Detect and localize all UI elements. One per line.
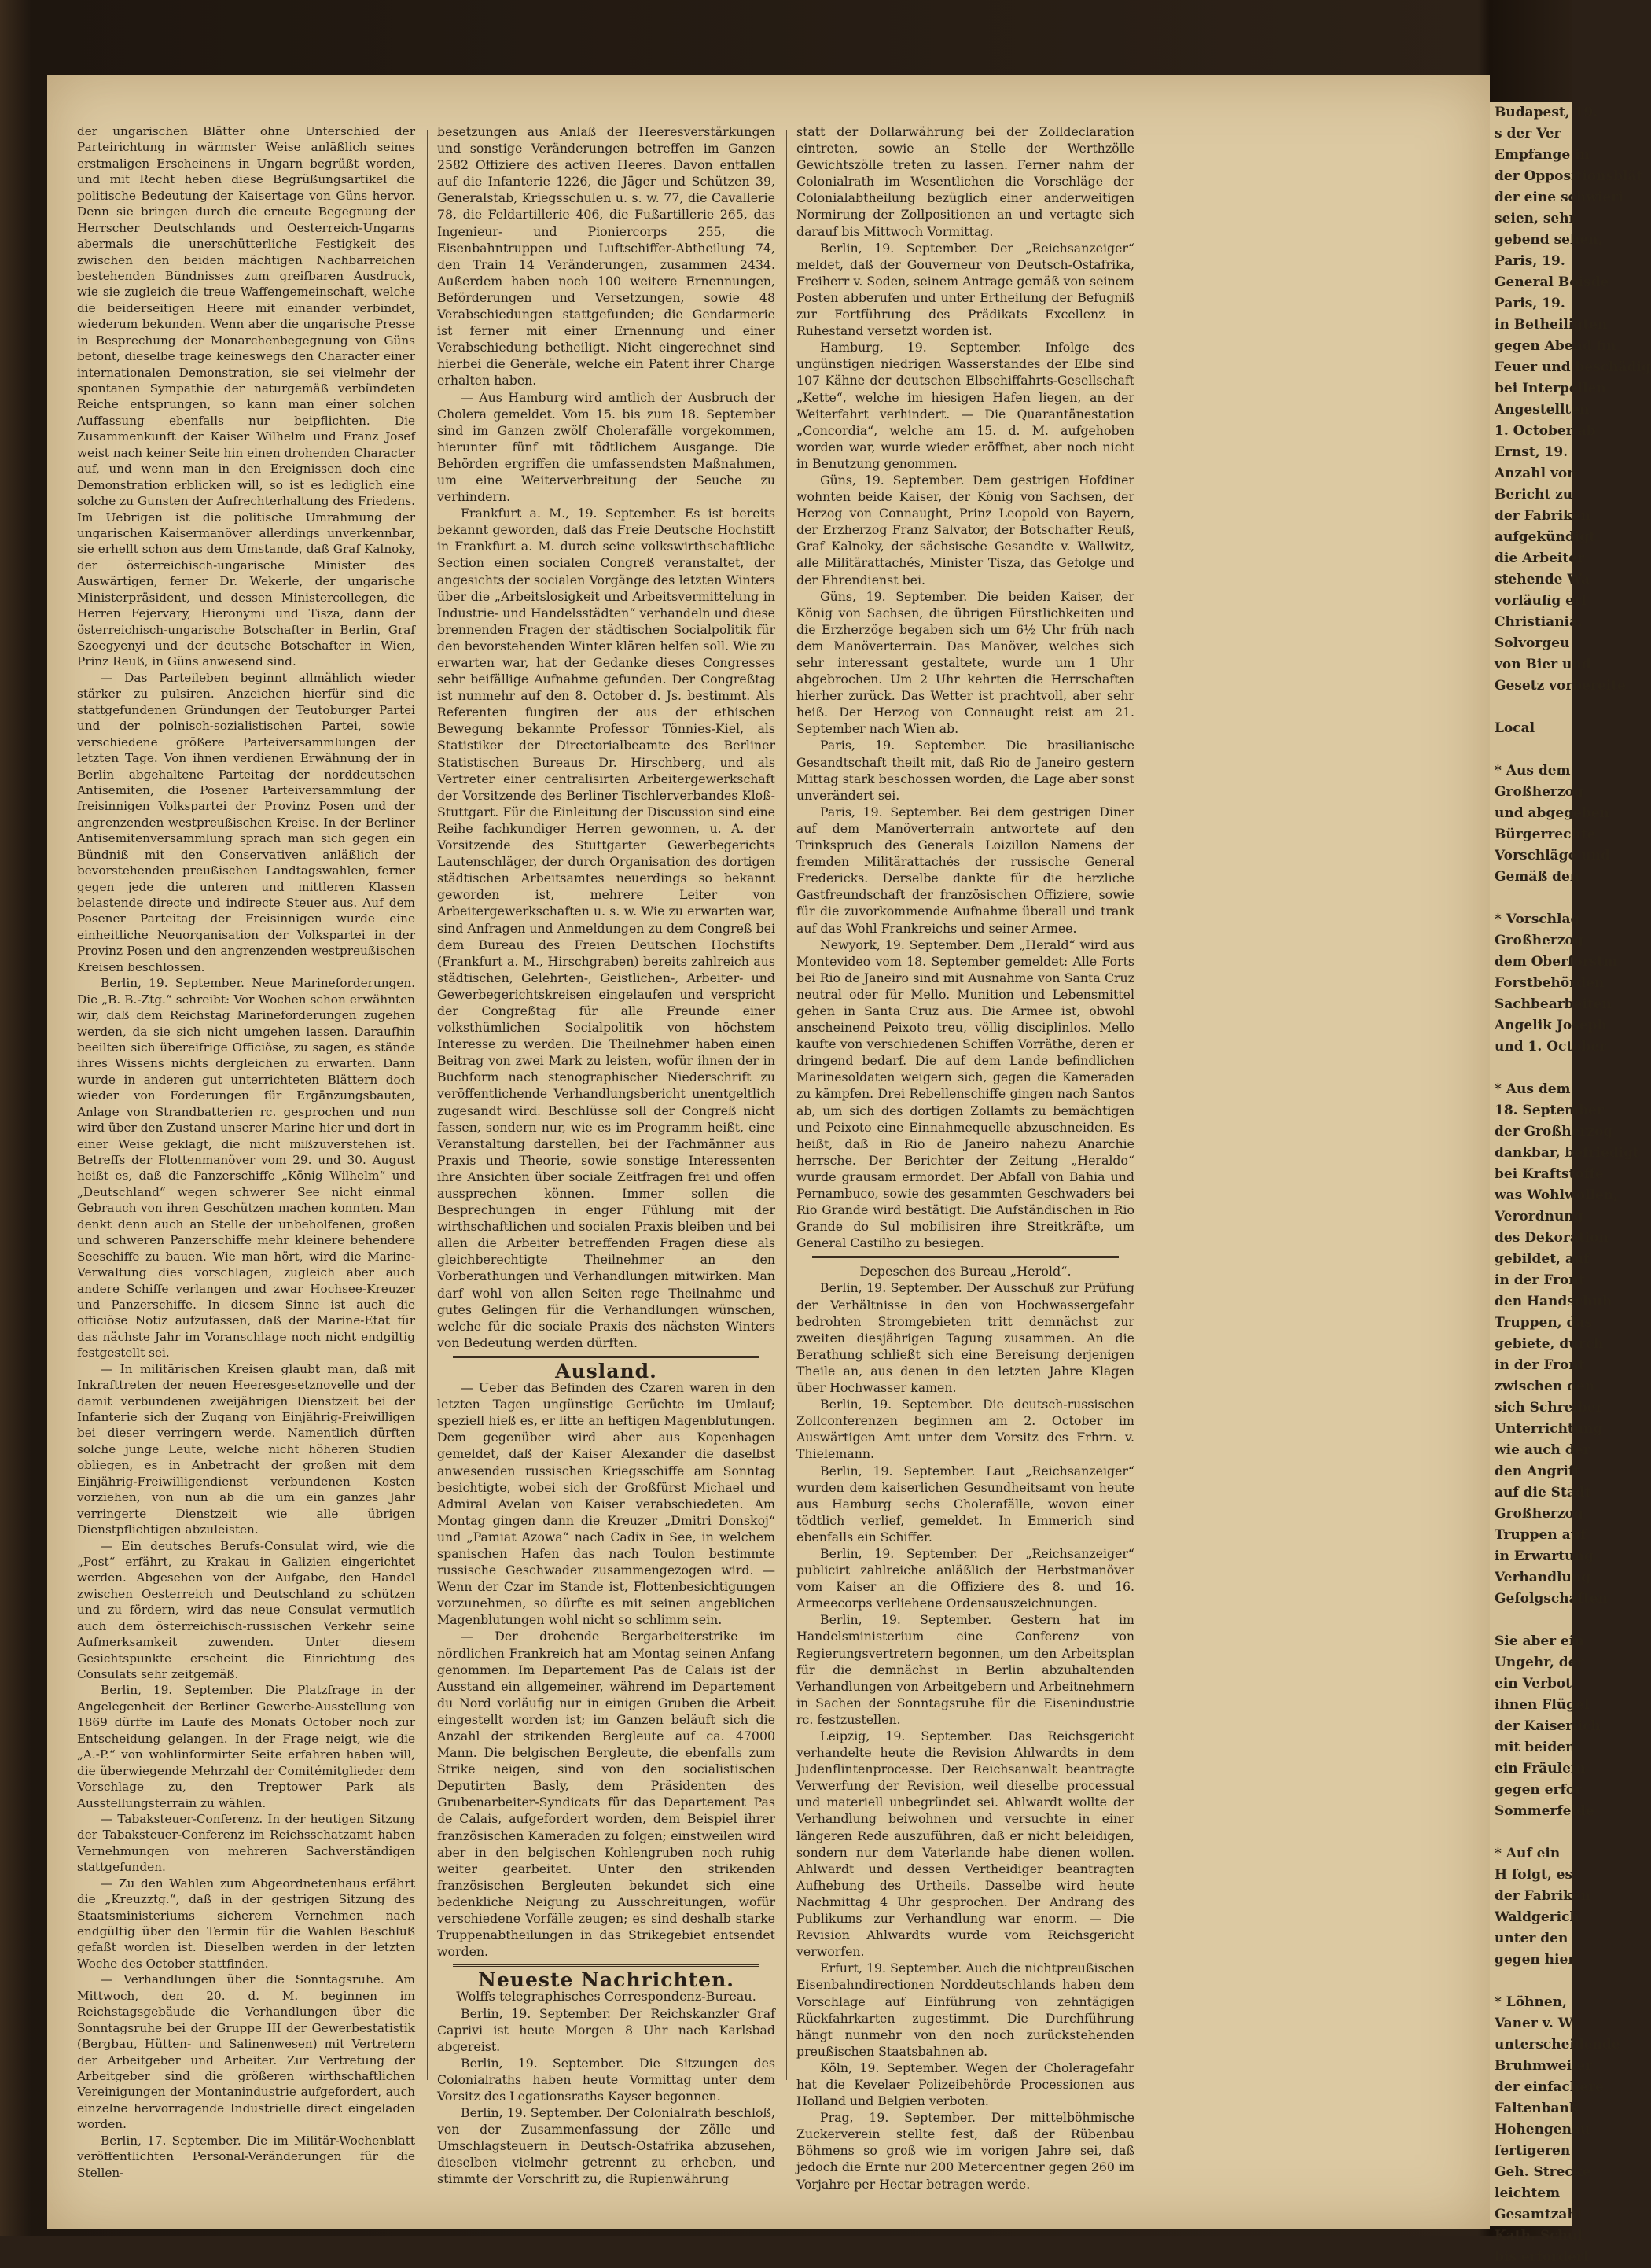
edge-line: Christiania, bbox=[1495, 614, 1583, 630]
edge-line: leichtem bbox=[1495, 2185, 1561, 2201]
edge-line: * Aus dem bbox=[1495, 1081, 1571, 1097]
edge-line: der Oppositionsblät bbox=[1495, 168, 1643, 184]
paragraph: — Tabaksteuer-Conferenz. In der heutigen Sitzung der Tabaksteuer-Conferenz im Reichsschatzamt haben Vernehmungen von mehreren Sachverständigen stattgefunden. bbox=[77, 1811, 415, 1875]
paragraph: — Ueber das Befinden des Czaren waren in den letzten Tagen ungünstige Gerüchte im Umlauf; speziell hieß es, er litte an heftigen Magenblutungen. Dem gegenüber wird aber aus Kopenhagen gemeldet, daß der Kaiser Alexander die daselbst anwesenden russischen Kriegsschiffe am Sonntag besichtigte, wobei sich der Großfürst Michael und Admiral Avelan von Kaiser verabschiedeten. Am Montag gingen dann die Kreuzer „Dmitri Donskoj“ und „Pamiat Azowa“ nach Cadix in See, in welchem spanischen Hafen das nach Toulon bestimmte russische Geschwader zusammengezogen wird. — Wenn der Czar im Stande ist, Flottenbesichtigungen vorzunehmen, so dürfte es mit seinen angeblichen Magenblutungen wohl nicht so schlimm sein. bbox=[437, 1380, 775, 1628]
edge-line: Großherzog bbox=[1495, 784, 1583, 800]
edge-line: sich Schreiber bbox=[1495, 1400, 1603, 1416]
edge-line bbox=[1495, 1822, 1572, 1843]
edge-line: dem Oberforstm bbox=[1495, 954, 1618, 970]
paragraph: — Zu den Wahlen zum Abgeordnetenhaus erfährt die „Kreuzztg.“, daß in der gestrigen Sitzung des Staatsministeriums sicherem Vernehmen nach endgültig über den Termin für die Wahlen Beschluß gefaßt worden ist. Dieselben werden in der letzten Woche des October stattfinden. bbox=[77, 1876, 415, 1971]
paragraph: der ungarischen Blätter ohne Unterschied der Parteirichtung in wärmster Weise anläßlich seines erstmaligen Erscheinens in Ungarn begrüßt worden, und mit Recht heben diese Begrüßungsartikel die politische Bedeutung der Kaisertage von Güns hervor. Denn sie bringen durch die erneute Begegnung der Herrscher Deutschlands und Oesterreich-Ungarns abermals die unerschütterliche Festigkeit des zwischen den beiden mächtigen Nachbarreichen bestehenden Bündnisses zum greifbaren Ausdruck, wie sie zugleich die treue Waffengemeinschaft, welche die beiderseitigen Heere mit einander verbindet, wiederum bekunden. Wenn aber die ungarische Presse in Besprechung der Monarchenbegegnung von Güns betont, dieselbe trage keineswegs den Character einer internationalen Demonstration, sie sei vielmehr der spontanen Sympathie der naturgemäß verbündeten Reiche entsprungen, so kann man einer solchen Auffassung ebenfalls nur beipflichten. Die Zusammenkunft der Kaiser Wilhelm und Franz Josef weist nach keiner Seite hin einen drohenden Character auf, und wenn man in den Ereignissen doch eine Demonstration erblicken will, so ist es lediglich eine solche zu Gunsten der Aufrechterhaltung des Friedens. Im Uebrigen ist die politische Umrahmung der ungarischen Kaisermanöver allerdings unverkennbar, sie erhellt schon aus dem Umstande, daß Graf Kalnoky, der österreichisch-ungarische Minister des Auswärtigen, ferner Dr. Wekerle, der ungarische Ministerpräsident, und dessen Ministercollegen, die Herren Fejervary, Hieronymi und Tisza, dann der österreichisch-ungarische Botschafter in Berlin, Graf Szoegyenyi und der deutsche Botschafter in Wien, Prinz Reuß, in Güns anwesend sind. bbox=[77, 124, 415, 669]
edge-line: Angelik Joseph bbox=[1495, 1018, 1607, 1033]
paragraph: Berlin, 19. September. Der Ausschuß zur Prüfung der Verhältnisse in den von Hochwassergefahr bedrohten Stromgebieten tritt demnächst zur zweiten diesjährigen Tagung zusammen. An die Berathung schließt sich eine Bereisung derjenigen Theile an, aus denen in den letzten Jahre Klagen über Hochwasser kamen. bbox=[796, 1280, 1134, 1396]
paragraph: Berlin, 19. September. Neue Marineforderungen. Die „B. B.-Ztg.“ schreibt: Vor Wochen schon erwähnten wir, daß dem Reichstag Marineforderungen zugehen werden, da sie sich nicht umgehen lassen. Daraufhin beeilten sich übereifrige Officiöse, zu sagen, es stände ihres Wissens nichts dergleichen zu erwarten. Dann wurde in anderen gut unterrichteten Blättern doch wieder von Forderungen für Ergänzungsbauten, Anlage von Strandbatterien rc. gesprochen und nun wird über den Zustand unserer Marine hier und dort in einer Weise geklagt, die nicht mißzuverstehen ist. Betreffs der Flottenmanöver vom 29. und 30. August heißt es, daß die Panzerschiffe „König Wilhelm“ und „Deutschland“ wegen schwerer See nicht einmal Gebrauch von ihren Geschützen machen konnten. Man denkt denn auch an Stelle der unbeholfenen, großen und schweren Panzerschiffe mehr kleinere behendere Seeschiffe zu bauen. Wie man hört, wird die Marine-Verwaltung dies vorschlagen, zugleich aber auch andere Schiffe verlangen und zwar Hochsee-Kreuzer und Panzerschiffe. In diesem Sinne ist auch die officiöse Notiz aufzufassen, daß der Marine-Etat für das nächste Jahr im Voranschlage noch nicht endgiltig festgestellt sei. bbox=[77, 976, 415, 1360]
paragraph: Berlin, 19. September. Der Colonialrath beschloß, von der Zusammenfassung der Zölle und Umschlagsteuern in Deutsch-Ostafrika abzusehen, dieselben vielmehr getrennt zu erheben, und stimmte der Vorschrift zu, die Rupienwährung bbox=[437, 2105, 775, 2187]
paragraph: Güns, 19. September. Die beiden Kaiser, der König von Sachsen, die übrigen Fürstlichkeiten und die Erzherzöge begaben sich um 6½ Uhr früh nach dem Manöverterrain. Das Manöver, welches sich sehr interessant gestaltete, wurde um 1 Uhr abgebrochen. Um 2 Uhr kehrten die Herrschaften hierher zurück. Das Wetter ist prachtvoll, aber sehr heiß. Der Herzog von Connaught reist am 21. September nach Wien ab. bbox=[796, 588, 1134, 737]
edge-line: in der Front bbox=[1495, 1272, 1585, 1288]
edge-line: * Löhnen, bbox=[1495, 1994, 1567, 2010]
paragraph: Berlin, 19. September. Die Sitzungen des Colonialraths haben heute Vormittag unter dem Vorsitz des Legationsraths Kayser begonnen. bbox=[437, 2055, 775, 2104]
paragraph: Köln, 19. September. Wegen der Choleragefahr hat die Kevelaer Polizeibehörde Processionen aus Holland und Belgien verboten. bbox=[796, 2060, 1134, 2109]
edge-line: wie auch der bbox=[1495, 1442, 1590, 1458]
section-divider bbox=[453, 1356, 759, 1358]
edge-line: Verordnung bbox=[1495, 1209, 1583, 1224]
next-page-edge bbox=[1490, 102, 1651, 2265]
column-left bbox=[77, 123, 415, 2181]
edge-line: Paris, 19. bbox=[1495, 253, 1565, 269]
paragraph: Newyork, 19. September. Dem „Herald“ wird aus Montevideo vom 18. September gemeldet: Alle Forts bei Rio de Janeiro sind mit Ausnahme von Santa Cruz neutral oder für Mello. Munition und Lebensmittel gehen in Santa Cruz aus. Die Armee ist, obwohl anscheinend Peixoto treu, völlig disciplinlos. Mello kaufte von verschiedenen Schiffen Vorräthe, deren er dringend bedarf. Die auf dem Lande befindlichen Marinesoldaten weigern sich, gegen die Kameraden zu kämpfen. Drei Rebellenschiffe gingen nach Santos ab, um sich des dortigen Zollamts zu bemächtigen und Peixoto eine Einnahmequelle abzuschneiden. Es heißt, daß in Rio de Janeiro nahezu Anarchie herrsche. Der Berichter der Zeitung „Heraldo“ wurde grausam ermordet. Der Abfall von Bahia und Pernambuco, sowie des gesammten Geschwaders bei Rio Grande wird bestätigt. Die Aufständischen in Rio Grande do Sul mobilisiren ihre Streitkräfte, um General Castilho zu besiegen. bbox=[796, 937, 1134, 1251]
edge-line: dankbar, befriedigt bbox=[1495, 1145, 1639, 1161]
edge-line: der Großherzog bbox=[1495, 1124, 1613, 1140]
newspaper-page bbox=[47, 75, 1490, 2229]
edge-line: * Auf ein bbox=[1495, 1846, 1561, 1861]
paragraph: — Das Parteileben beginnt allmählich wieder stärker zu pulsiren. Anzeichen hierfür sind die stattgefundenen Gründungen der Teutoburger Partei und der polnisch-sozialistischen Partei, sowie verschiedene größere Parteiversammlungen der letzten Tage. Von ihnen verdienen Erwähnung der in Berlin abgehaltene Parteitag der norddeutschen Antisemiten, die Posener Parteiversammlung der freisinnigen Volkspartei der Provinz Posen und der angrenzenden westpreußischen Kreise. In der Berliner Antisemitenversammlung sprach man sich gegen ein Bündniß mit den Conservativen anläßlich der bevorstehenden preußischen Landtagswahlen, ferner gegen jede die unteren und mittleren Klassen belastende directe und indirecte Steuer aus. Auf dem Posener Parteitag der Freisinnigen wurde eine einheitliche Neuorganisation der Volkspartei in der Provinz Posen und den angrenzenden westpreußischen Kreisen beschlossen. bbox=[77, 670, 415, 974]
paragraph: — Der drohende Bergarbeiterstrike im nördlichen Frankreich hat am Montag seinen Anfang genommen. Im Departement Pas de Calais ist der Ausstand ein allgemeiner, während im Departement du Nord vorläufig nur in einigen Gruben die Arbeit eingestellt worden ist; im Ganzen beläuft sich die Anzahl der strikenden Bergleute auf ca. 47000 Mann. Die belgischen Bergleute, die ebenfalls zum Strike neigen, sind von den socialistischen Deputirten Basly, dem Präsidenten des Grubenarbeiter-Syndicats für das Departement Pas de Calais, aufgefordert worden, dem Beispiel ihrer französischen Kameraden zu folgen; einstweilen wird aber in den belgischen Kohlengruben noch ruhig weiter gearbeitet. Unter den strikenden französischen Bergleuten bekundet sich eine bedenkliche Neigung zu Ausschreitungen, wofür verschiedene Vorfälle zeugen; es sind deshalb starke Truppenabtheilungen in das Strikegebiet entsendet worden. bbox=[437, 1629, 775, 1960]
edge-line: Solvorgeu bbox=[1495, 635, 1570, 651]
paragraph: Berlin, 19. September. Der Reichskanzler Graf Caprivi ist heute Morgen 8 Uhr nach Karlsbad abgereist. bbox=[437, 2005, 775, 2054]
edge-line: ein Fräulein bbox=[1495, 1761, 1586, 1776]
edge-line: Paris, 19. bbox=[1495, 296, 1565, 311]
paragraph: besetzungen aus Anlaß der Heeresverstärkungen und sonstige Veränderungen betreffen im Ganzen 2582 Offiziere des activen Heeres. Davon entfallen auf die Infanterie 1226, die Jäger und Schützen 39, Generalstab, Kriegsschulen u. s. w. 77, die Cavallerie 78, die Feldartillerie 406, die Fußartillerie 265, das Ingenieur- und Pioniercorps 255, die Eisenbahntruppen und Luftschiffer-Abtheilung 74, den Train 14 Veränderungen, zusammen 2434. Außerdem haben noch 100 weitere Ernennungen, Beförderungen und Versetzungen, sowie 48 Verabschiedungen stattgefunden; die Gendarmerie ist ferner mit einer Ernennung und einer Verabschiedung betheiligt. Nicht eingerechnet sind hierbei die Generäle, welche ein Patent ihrer Charge erhalten haben. bbox=[437, 124, 775, 388]
edge-line: der eine schwieri bbox=[1495, 190, 1623, 205]
edge-line: gebildet, auf bbox=[1495, 1251, 1590, 1267]
edge-line: in Erwartung bbox=[1495, 1548, 1594, 1564]
edge-line: Kath. Schul bbox=[1495, 2228, 1583, 2244]
edge-line: Großherzog bbox=[1495, 933, 1583, 948]
edge-line: Truppen auf bbox=[1495, 1527, 1587, 1543]
edge-line: was Wohlwollen, bbox=[1495, 1187, 1618, 1203]
paragraph: statt der Dollarwährung bei der Zolldeclaration eintreten, sowie an Stelle der Werthzölle Gewichtszölle treten zu lassen. Ferner nahm der Colonialrath im Wesentlichen die Vorschläge der Colonialabtheilung bezüglich einer anderweitigen Normirung der Zollpositionen an und vertagte sich darauf bis Mittwoch Vormittag. bbox=[796, 124, 1134, 239]
edge-line: Bürgerrechte bbox=[1495, 827, 1596, 842]
edge-line bbox=[1495, 697, 1572, 718]
edge-line: bei Interpellen bbox=[1495, 381, 1606, 396]
section-subheading: Wolffs telegraphisches Correspondenz-Bureau. bbox=[456, 1989, 756, 2005]
paragraph: Paris, 19. September. Die brasilianische Gesandtschaft theilt mit, daß Rio de Janeiro gestern Mittag stark beschossen worden, die Lage aber sonst unverändert sei. bbox=[796, 738, 1134, 803]
edge-line: seien, sehr bbox=[1495, 211, 1576, 226]
edge-line: fertigeren bbox=[1495, 2143, 1571, 2159]
section-divider bbox=[812, 1256, 1119, 1258]
paragraph: Prag, 19. September. Der mittelböhmische Zuckerverein stellte fest, daß der Rübenbau Böhmens so groß wie im vorigen Jahre sei, daß jedoch die Ernte nur 200 Metercentner gegen 260 im Vorjahre per Hectar betragen werde. bbox=[796, 2110, 1134, 2192]
edge-line: Bruhmweiler bbox=[1495, 2058, 1593, 2074]
edge-line: Sie aber ein bbox=[1495, 1633, 1584, 1649]
paragraph: Berlin, 19. September. Die deutsch-russischen Zollconferenzen beginnen am 2. October im Auswärtigen Amt unter dem Vorsitz des Frhrn. v. Thielemann. bbox=[796, 1397, 1134, 1462]
paragraph: Güns, 19. September. Dem gestrigen Hofdiner wohnten beide Kaiser, der König von Sachsen, der Herzog von Connaught, Prinz Leopold von Bayern, der Erzherzog Franz Salvator, der Botschafter Reuß, Graf Kalnoky, der sächsische Gesandte v. Wallwitz, alle Militärattachés, Minister Tisza, das Gefolge und der Ehrendienst bei. bbox=[796, 472, 1134, 587]
edge-line: den Angriff bbox=[1495, 1464, 1579, 1479]
edge-line: der Kaiserlich bbox=[1495, 1718, 1601, 1734]
paragraph: Hamburg, 19. September. Infolge des ungünstigen niedrigen Wasserstandes der Elbe sind 107 Kähne der deutschen Elbschiffahrts-Gesellschaft „Kette“, welche im hiesigen Hafen liegen, an der Weiterfahrt verhindert. — Die Quarantänestation „Concordia“, welche am 15. d. M. aufgehoben worden war, wurde wieder eröffnet, aber noch nicht in Benutzung genommen. bbox=[796, 340, 1134, 471]
edge-line: Bericht zu bbox=[1495, 487, 1573, 503]
edge-line: gegen Abend fin bbox=[1495, 338, 1616, 354]
edge-line: stehende Wa bbox=[1495, 572, 1590, 587]
paragraph: Berlin, 19. September. Der „Reichsanzeiger“ publicirt zahlreiche anläßlich der Herbstmanöver vom Kaiser an die Offiziere des 8. und 16. Armeecorps verliehene Ordensauszeichnungen. bbox=[796, 1545, 1134, 1611]
edge-line: gegen erfor bbox=[1495, 1782, 1583, 1798]
edge-line: aufgekündigt bbox=[1495, 529, 1595, 545]
paragraph: Leipzig, 19. September. Das Reichsgericht verhandelte heute die Revision Ahlwardts in dem Judenflintenprocesse. Der Reichsanwalt beantragte Verwerfung der Revision, weil dieselbe processual und materiell unbegründet sei. Ahlwardt wollte der Verhandlung beiwohnen und versuchte in einer längeren Rede auszuführen, daß er nicht beleidigen, sondern nur dem Vaterlande habe dienen wollen. Ahlwardt und dessen Vertheidiger beantragten Aufhebung des Urtheils. Dasselbe wird heute Nachmittag 4 Uhr gesprochen. Der Andrang des Publikums zur Verhandlung war enorm. — Die Revision Ahlwardts wurde vom Reichsgericht verworfen. bbox=[796, 1729, 1134, 1960]
edge-line: Gemäß den bbox=[1495, 869, 1580, 885]
edge-line: Gesamtzahl bbox=[1495, 2207, 1583, 2222]
paragraph: — In militärischen Kreisen glaubt man, daß mit Inkrafttreten der neuen Heeresgesetznovelle und der damit verbundenen zweijährigen Dienstzeit bei der Infanterie sich der Zugang von Einjährig-Freiwilligen bei dieser verringern werde. Namentlich dürften solche junge Leute, welche nicht höheren Studien obliegen, es in Anbetracht der großen mit dem Einjährig-Freiwilligendienst verbundenen Kosten vorziehen, von nun ab die um ein ganzes Jahr verringerte Dienstzeit wie alle übrigen Dienstpflichtigen abzuleisten. bbox=[77, 1361, 415, 1537]
edge-line: ein Verbot bbox=[1495, 1676, 1572, 1692]
edge-line: unterscheidende bbox=[1495, 2037, 1620, 2053]
edge-line: vorläufig erf bbox=[1495, 593, 1587, 609]
edge-line: Vaner v. W. bbox=[1495, 2016, 1576, 2031]
paragraph: Erfurt, 19. September. Auch die nichtpreußischen Eisenbahndirectionen Norddeutschlands haben dem Vorschlage auf Einführung von zehntägigen Rückfahrkarten zugestimmt. Die Durchführung hängt nunmehr von den noch zurückstehenden preußischen Staatsbahnen ab. bbox=[796, 1961, 1134, 2059]
edge-line: Geh. Strecke bbox=[1495, 2164, 1591, 2180]
edge-line: bei Kraftstoffe bbox=[1495, 1166, 1604, 1182]
edge-line: s der Ver bbox=[1495, 126, 1561, 142]
edge-line: ihnen Flügel bbox=[1495, 1697, 1590, 1713]
column-middle bbox=[437, 123, 775, 2188]
edge-line: Hohengenau bbox=[1495, 2122, 1590, 2137]
edge-line: Sachbearbeiten bbox=[1495, 996, 1612, 1012]
paragraph: — Verhandlungen über die Sonntagsruhe. Am Mittwoch, den 20. d. M. beginnen im Reichstagsgebäude die Verhandlungen über die Sonntagsruhe bei der Gruppe III der Gewerbestatistik (Bergbau, Hütten- und Salinenwesen) mit Vertretern der Arbeitgeber und Arbeiter. Zur Vertretung der Arbeitgeber sind die größeren wirthschaftlichen Vereinigungen der Montanindustrie aufgefordert, auch einzelne hervorragende Industrielle direct eingeladen worden. bbox=[77, 1972, 415, 2132]
edge-line: 18. September bbox=[1495, 1103, 1604, 1118]
edge-line: Unterrichtung bbox=[1495, 1421, 1603, 1437]
edge-line: Anzahl von bbox=[1495, 466, 1577, 481]
column-rule bbox=[427, 130, 428, 2080]
edge-line: Verhandlung bbox=[1495, 1570, 1591, 1585]
edge-line: mit beiden bbox=[1495, 1740, 1576, 1755]
section-heading-neueste: Neueste Nachrichten. bbox=[478, 1968, 734, 1992]
paragraph: Paris, 19. September. Bei dem gestrigen Diner auf dem Manöverterrain antwortete auf den Trinkspruch des Generals Loizillon Namens der fremden Militärattachés der russische General Fredericks. Derselbe dankte für die herzliche Gastfreundschaft der französischen Offiziere, sowie für die zuvorkommende Aufnahme überall und trank auf das Wohl Frankreichs und seiner Armee. bbox=[796, 804, 1134, 936]
edge-line: Ungehr, der bbox=[1495, 1655, 1584, 1670]
edge-line: Faltenbank bbox=[1495, 2100, 1579, 2116]
edge-line: Waldgerich bbox=[1495, 1909, 1579, 1925]
edge-line: gebiete, durch bbox=[1495, 1336, 1604, 1352]
paragraph: Frankfurt a. M., 19. September. Es ist bereits bekannt geworden, daß das Freie Deutsche Hochstift in Frankfurt a. M. durch seine volkswirthschaftliche Section einen socialen Congreß veranstaltet, der angesichts der socialen Vorgänge des letzten Winters über die „Arbeitslosigkeit und Arbeitsvermittelung in Industrie- und Handelsstädten“ verhandeln und diese brennenden Fragen der städtischen Socialpolitik für den bevorstehenden Winter klären helfen soll. Wie zu erwarten war, hat der Gedanke dieses Congresses sehr beifällige Aufnahme gefunden. Der Congreßtag ist nunmehr auf den 8. October d. Js. bestimmt. Als Referenten fungiren der aus der ethischen Bewegung bekannte Professor Tönnies-Kiel, als Statistiker der Directorialbeamte des Berliner Statistischen Bureaus Dr. Hirschberg, und als Vertreter einer centralisirten Arbeitergewerkschaft der Vorsitzende des Berliner Tischlerverbandes Kloß-Stuttgart. Für die Einleitung der Discussion sind eine Reihe fachkundiger Herren gewonnen, u. A. der Vorsitzende des Stuttgarter Gewerbegerichts Lautenschläger, der durch Organisation des dortigen städtischen Arbeitsamtes neuerdings so bekannt geworden ist, mehrere Leiter von Arbeitergewerkschaften u. s. w. Wie zu erwarten war, sind Anfragen und Anmeldungen zu dem Congreß bei dem Bureau des Freien Deutschen Hochstifts (Frankfurt a. M., Hirschgraben) bereits zahlreich aus städtischen, Gelehrten-, Geistlichen-, Arbeiter- und Gewerbegerichtskreisen eingelaufen und verspricht der Congreßtag für alle Freunde einer volksthümlichen Socialpolitik von höchstem Interesse zu werden. Die Theilnehmer haben einen Beitrag von zwei Mark zu leisten, wofür ihnen der in Buchform nach stenographischer Niederschrift zu veröffentlichende Verhandlungsbericht unentgeltlich zugesandt wird. Beschlüsse soll der Congreß nicht fassen, sondern nur, wie es im Programm heißt, eine Veranstaltung darstellen, bei der Fachmänner aus Praxis und Theorie, sowie sonstige Interessenten ihre Ansichten über sociale Zeitfragen frei und offen aussprechen können. Immer sollen die Besprechungen in enger Fühlung mit der wirthschaftlichen und socialen Praxis bleiben und bei allen die Arbeiter betreffenden Fragen diese als gleichberechtigte Theilnehmer an den Vorberathungen und Verhandlungen mitwirken. Man darf wohl von allen Seiten rege Theilnahme und gutes Gelingen für die Verhandlungen wünschen, welche für die sociale Praxis des nächsten Winters von Bedeutung werden dürften. bbox=[437, 506, 775, 1350]
edge-line: auf die Stadt bbox=[1495, 1485, 1591, 1500]
edge-line: die Arbeiter bbox=[1495, 550, 1585, 566]
edge-line bbox=[1495, 1610, 1572, 1631]
edge-line: 1. October ab bbox=[1495, 423, 1596, 439]
edge-line: Local bbox=[1495, 720, 1535, 736]
edge-line: in der Front bbox=[1495, 1357, 1585, 1373]
edge-line: * Vorschlag bbox=[1495, 911, 1580, 927]
paragraph: — Aus Hamburg wird amtlich der Ausbruch der Cholera gemeldet. Vom 15. bis zum 18. September sind im Ganzen zwölf Cholerafälle vorgekommen, hierunter fünf mit tödtlichem Ausgange. Die Behörden ergriffen die umfassendsten Maßnahmen, um eine Weiterverbreitung der Seuche zu verhindern. bbox=[437, 389, 775, 505]
section-divider bbox=[453, 1964, 759, 1967]
edge-line: unter den bbox=[1495, 1931, 1568, 1946]
edge-line: Empfange in bbox=[1495, 147, 1590, 163]
edge-line bbox=[1495, 1058, 1572, 1079]
edge-line: zwischen den bbox=[1495, 1379, 1595, 1394]
edge-line: Gefolgschaften bbox=[1495, 1591, 1608, 1607]
edge-line bbox=[1495, 888, 1572, 909]
edge-line: Feuer und beschädig bbox=[1495, 359, 1651, 375]
edge-line: H folgt, es bbox=[1495, 1867, 1573, 1883]
edge-line: der Fabriken bbox=[1495, 508, 1590, 524]
edge-line: der Fabriken bbox=[1495, 1888, 1590, 1904]
edge-line: Ernst, 19. bbox=[1495, 444, 1568, 460]
edge-line: Truppen, das bbox=[1495, 1315, 1592, 1331]
edge-line: Sommerfelde bbox=[1495, 1803, 1594, 1819]
paragraph: Berlin, 19. September. Der „Reichsanzeiger“ meldet, daß der Gouverneur von Deutsch-Ostafrika, Freiherr v. Soden, seinem Antrage gemäß von seinem Posten abberufen und unter Ertheilung der Befugniß zur Fortführung des Prädikats Excellenz in Ruhestand versetzt worden ist. bbox=[796, 240, 1134, 339]
section-heading-ausland: Ausland. bbox=[555, 1359, 657, 1383]
edge-line: in Betheiligten bbox=[1495, 317, 1608, 333]
column-rule bbox=[786, 130, 787, 2080]
edge-line: Großherzog bbox=[1495, 1506, 1583, 1522]
edge-line: General Boisde bbox=[1495, 274, 1609, 290]
edge-line: der einfachere bbox=[1495, 2079, 1604, 2095]
edge-line: Vorschläge und bbox=[1495, 848, 1610, 863]
paragraph: Berlin, 17. September. Die im Militär-Wochenblatt veröffentlichten Personal-Veränderungen für die Stellen- bbox=[77, 2133, 415, 2180]
column-right bbox=[796, 123, 1134, 2193]
paragraph: Berlin, 19. September. Gestern hat im Handelsministerium eine Conferenz von Regierungsvertretern begonnen, um den Arbeitsplan für die demnächst in Berlin abzuhaltenden Verhandlungen von Arbeitgebern und Arbeitnehmern in Sachen der Sonntagsruhe für die Eisenindustrie rc. festzustellen. bbox=[796, 1612, 1134, 1727]
edge-line: Budapest, 19. bbox=[1495, 105, 1598, 120]
paragraph: Berlin, 19. September. Laut „Reichsanzeiger“ wurden dem kaiserlichen Gesundheitsamt von heute aus Hamburg sechs Cholerafälle, wovon einer tödtlich verlief, gemeldet. In Emmerich sind ebenfalls ein Schiffer. bbox=[796, 1463, 1134, 1545]
edge-line: Angestellten bbox=[1495, 402, 1590, 418]
edge-line: * Aus dem bbox=[1495, 763, 1571, 779]
edge-line: gegen hier bbox=[1495, 1952, 1576, 1968]
edge-line: und abgegeben bbox=[1495, 805, 1609, 821]
edge-line: gebend sehen, bbox=[1495, 232, 1603, 248]
edge-line: von Bier und bbox=[1495, 657, 1591, 672]
edge-line: und 1. October bbox=[1495, 1039, 1607, 1055]
edge-line: Gesetz vorbereite bbox=[1495, 678, 1626, 694]
edge-line bbox=[1495, 1971, 1572, 1992]
edge-line: bis erforderl bbox=[1495, 2249, 1589, 2265]
paragraph: — Ein deutsches Berufs-Consulat wird, wie die „Post“ erfährt, zu Krakau in Galizien eingerichtet werden. Abgesehen von der Aufgabe, den Handel zwischen Oesterreich und Deutschland zu schützen und zu fördern, wird das neue Consulat vermutlich auch dem österreichisch-russischen Verkehr seine Aufmerksamkeit zuwenden. Unter diesem Gesichtspunkte erscheint die Einrichtung des Consulats sehr zeitgemäß. bbox=[77, 1538, 415, 1681]
edge-line: Forstbehörden bbox=[1495, 975, 1605, 991]
paragraph: Berlin, 19. September. Die Platzfrage in der Angelegenheit der Berliner Gewerbe-Ausstellung von 1869 dürfte im Laufe des Monats October noch zur Entscheidung gelangen. In der Frage neigt, wie die „A.-P.“ von wohlinformirter Seite erfahren haben will, die überwiegende Mehrzahl der Comitémitglieder dem Vorschlage zu, den Treptower Park als Ausstellungsterrain zu wählen. bbox=[77, 1683, 415, 1810]
edge-line: des Dekoration bbox=[1495, 1230, 1609, 1246]
edge-line: den Handschuh bbox=[1495, 1294, 1612, 1309]
edge-line bbox=[1495, 739, 1572, 760]
section-subheading-herold: Depeschen des Bureau „Herold“. bbox=[859, 1264, 1072, 1279]
